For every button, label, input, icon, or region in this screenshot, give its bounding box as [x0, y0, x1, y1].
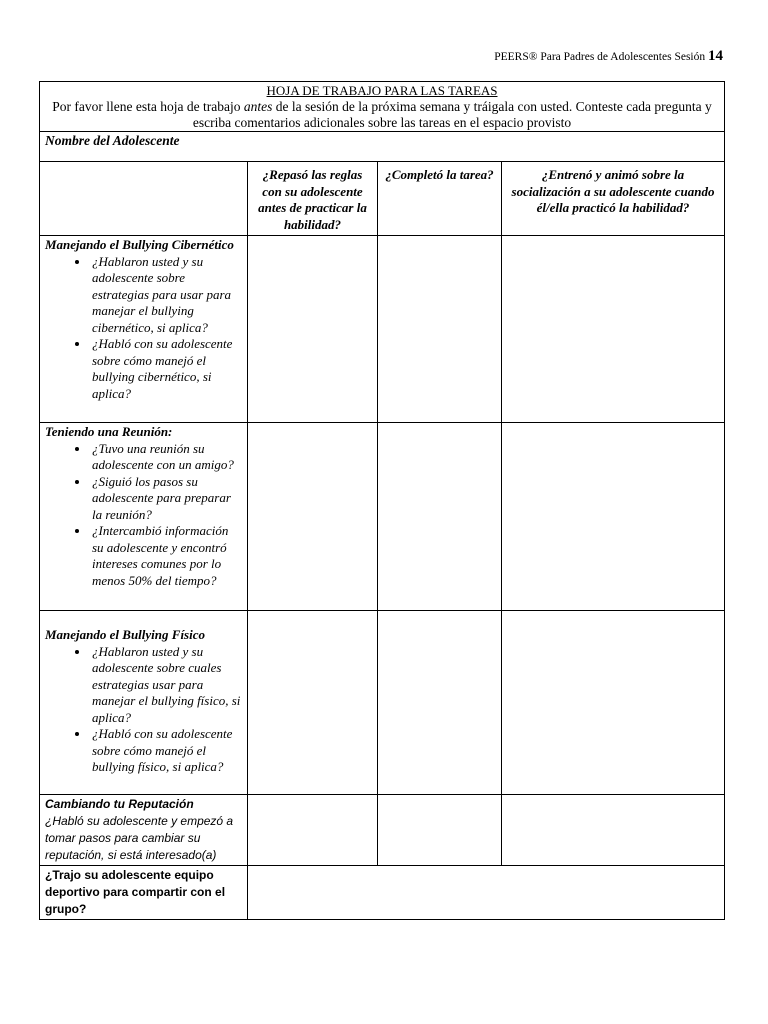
answer-cell-get-together-completed[interactable] — [378, 423, 502, 611]
row-physical-bullying — [40, 611, 725, 795]
answer-cell-cyberbullying-rules[interactable] — [248, 236, 378, 423]
title-row — [40, 82, 725, 132]
section-title-get-together: Teniendo una Reunión: — [45, 424, 173, 439]
question-reputation: ¿Habló su adolescente y empezó a tomar pasos para cambiar su reputación, si está interesado(a) — [45, 814, 234, 862]
title-cell — [40, 82, 725, 132]
section-reputation — [40, 795, 248, 866]
answer-cell-cyberbullying-coached[interactable] — [502, 236, 725, 423]
question-get-together-3: • ¿Intercambió información su adolescente y encontró intereses comunes por lo menos 50% del tiempo? — [90, 523, 242, 589]
question-physical-bullying-2: • ¿Habló con su adolescente sobre cómo manejó el bullying físico, si aplica? — [90, 726, 242, 776]
answer-cell-reputation-completed[interactable] — [378, 795, 502, 866]
column-header-row — [40, 162, 725, 236]
section-physical-bullying — [40, 611, 248, 795]
question-physical-bullying-1: • ¿Hablaron usted y su adolescente sobre cuales estrategias usar para manejar el bullying físico, si aplica? — [90, 644, 242, 727]
question-cyberbullying-1: • ¿Hablaron usted y su adolescente sobre estrategias para usar para manejar el bullying cibernético, si aplica? — [90, 254, 242, 337]
answer-cell-physical-bullying-completed[interactable] — [378, 611, 502, 795]
section-title-cyberbullying: Manejando el Bullying Cibernético — [45, 237, 234, 252]
section-cyberbullying — [40, 236, 248, 423]
instructions-emphasis: antes — [243, 99, 273, 114]
section-title-physical-bullying: Manejando el Bullying Físico — [45, 627, 205, 642]
question-get-together-2: • ¿Siguió los pasos su adolescente para preparar la reunión? — [90, 474, 242, 524]
row-get-together — [40, 423, 725, 611]
answer-cell-reputation-coached[interactable] — [502, 795, 725, 866]
col-header-reviewed-rules: ¿Repasó las reglas con su adolescente antes de practicar la habilidad? — [248, 162, 378, 236]
row-cyberbullying — [40, 236, 725, 423]
question-sports-equipment: ¿Trajo su adolescente equipo deportivo para compartir con el grupo? — [40, 866, 248, 920]
teen-name-field[interactable] — [40, 132, 725, 162]
answer-cell-cyberbullying-completed[interactable] — [378, 236, 502, 423]
teen-name-row — [40, 132, 725, 162]
header-text: PEERS® Para Padres de Adolescentes Sesión — [494, 51, 706, 63]
answer-cell-get-together-rules[interactable] — [248, 423, 378, 611]
question-cyberbullying-2: • ¿Habló con su adolescente sobre cómo manejó el bullying cibernético, si aplica? — [90, 336, 242, 402]
row-reputation — [40, 795, 725, 866]
answer-cell-physical-bullying-coached[interactable] — [502, 611, 725, 795]
instructions — [46, 99, 718, 131]
section-title-reputation: Cambiando tu Reputación — [45, 797, 194, 811]
answer-cell-physical-bullying-rules[interactable] — [248, 611, 378, 795]
answer-cell-get-together-coached[interactable] — [502, 423, 725, 611]
col-header-coached-socialization: ¿Entrenó y animó sobre la socialización a su adolescente cuando él/ella practicó la habilidad? — [502, 162, 725, 236]
page-header — [494, 48, 723, 65]
worksheet-title: HOJA DE TRABAJO PARA LAS TAREAS — [266, 83, 498, 98]
question-get-together-1: • ¿Tuvo una reunión su adolescente con un amigo? — [90, 441, 242, 474]
homework-worksheet-table — [39, 81, 725, 920]
instructions-text-2: de la sesión de la próxima semana y tráigala con usted. Conteste cada pregunta y escriba comentarios adicionales sobre las tareas en el espacio provisto — [192, 99, 712, 130]
section-get-together — [40, 423, 248, 611]
row-sports-equipment — [40, 866, 725, 920]
instructions-text-1: Por favor llene esta hoja de trabajo — [52, 99, 244, 114]
answer-cell-sports-equipment[interactable] — [248, 866, 725, 920]
session-number: 14 — [708, 48, 723, 64]
col-header-completed-task: ¿Completó la tarea? — [378, 162, 502, 236]
header-blank-cell — [40, 162, 248, 236]
answer-cell-reputation-rules[interactable] — [248, 795, 378, 866]
teen-name-label: Nombre del Adolescente — [45, 133, 180, 148]
